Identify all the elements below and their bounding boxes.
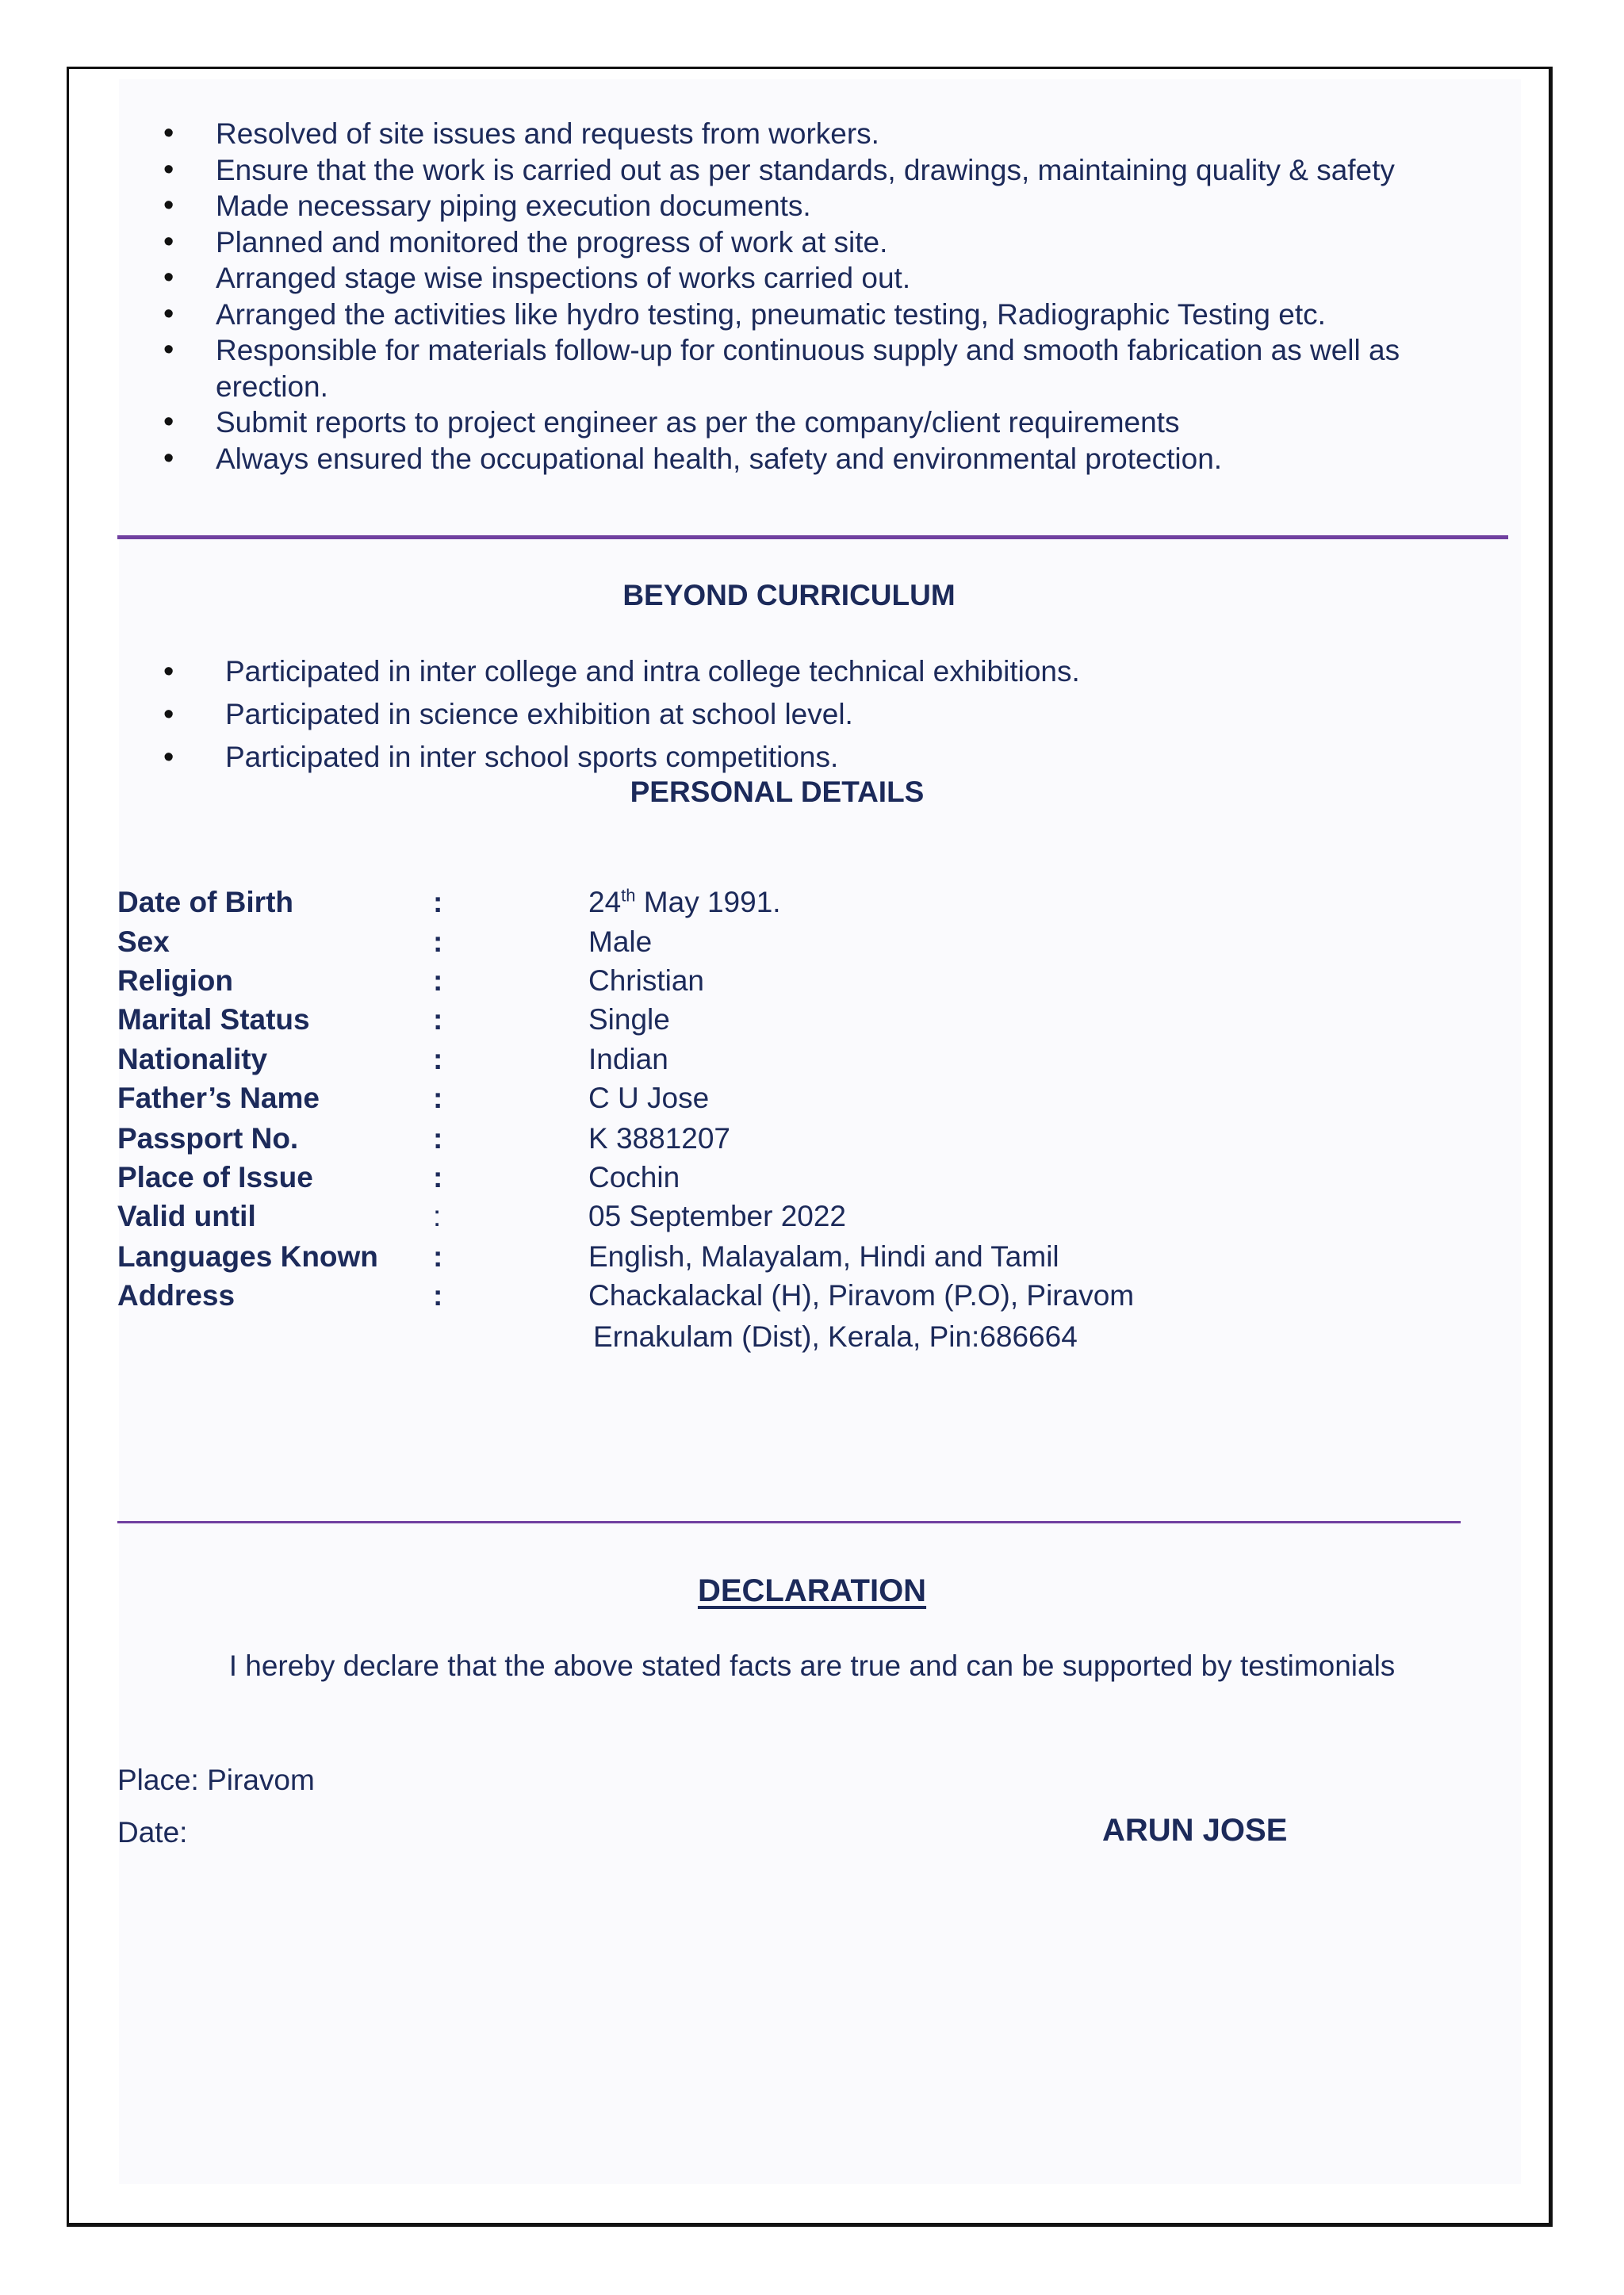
- date-line: Date:: [117, 1816, 188, 1849]
- detail-value: C U Jose: [588, 1082, 710, 1114]
- detail-row: [117, 962, 1228, 1000]
- list-item: • Ensure that the work is carried out as per standards, drawings, maintaining quality & safety: [162, 152, 1510, 189]
- detail-value: Single: [588, 1003, 670, 1036]
- detail-row-dob: [117, 883, 1228, 921]
- address-line-2: Ernakulam (Dist), Kerala, Pin:686664: [593, 1320, 1078, 1353]
- detail-separator: :: [433, 1003, 443, 1036]
- list-item: • Planned and monitored the progress of work at site.: [162, 224, 1510, 261]
- detail-label: Languages Known: [117, 1240, 378, 1273]
- personal-details-heading: PERSONAL DETAILS: [630, 776, 925, 808]
- detail-row: [117, 1079, 1228, 1117]
- detail-label: Sex: [117, 925, 170, 958]
- list-item: • Submit reports to project engineer as per the company/client requirements: [162, 404, 1510, 441]
- section-divider: [117, 1521, 1461, 1523]
- detail-label: Date of Birth: [117, 886, 293, 918]
- detail-separator: :: [433, 1082, 443, 1114]
- beyond-curriculum-heading: BEYOND CURRICULUM: [622, 579, 956, 611]
- detail-value: Christian: [588, 964, 704, 997]
- detail-label: Religion: [117, 964, 233, 997]
- list-item: • Arranged the activities like hydro testing, pneumatic testing, Radiographic Testing etc.: [162, 297, 1510, 333]
- detail-label: Marital Status: [117, 1003, 310, 1036]
- duties-list: [162, 116, 1510, 477]
- list-item: • Participated in science exhibition at school level.: [162, 693, 1272, 736]
- detail-value: 05 September 2022: [588, 1200, 847, 1232]
- detail-separator: :: [433, 1240, 443, 1273]
- detail-separator: :: [433, 1122, 443, 1155]
- detail-value: Indian: [588, 1043, 668, 1075]
- detail-label: Place of Issue: [117, 1161, 313, 1193]
- detail-value: Chackalackal (H), Piravom (P.O), Piravom: [588, 1279, 1135, 1312]
- detail-label: Valid until: [117, 1200, 256, 1232]
- list-item: • Responsible for materials follow-up for continuous supply and smooth fabrication as well as erection.: [162, 332, 1510, 404]
- detail-separator: :: [433, 1279, 443, 1312]
- detail-separator: :: [433, 925, 443, 958]
- detail-row: [117, 1001, 1228, 1039]
- detail-label: Passport No.: [117, 1122, 299, 1155]
- detail-separator: :: [433, 1200, 442, 1232]
- place-line: Place: Piravom: [117, 1764, 315, 1796]
- detail-separator: :: [433, 1043, 443, 1075]
- list-item: • Resolved of site issues and requests from workers.: [162, 116, 1510, 152]
- detail-value: Male: [588, 925, 653, 958]
- detail-value: Cochin: [588, 1161, 680, 1193]
- beyond-curriculum-list: [162, 650, 1272, 779]
- declaration-heading: DECLARATION: [697, 1573, 927, 1608]
- declaration-text: I hereby declare that the above stated facts are true and can be supported by testimonials: [228, 1649, 1396, 1682]
- detail-separator: :: [433, 886, 443, 918]
- detail-row: [117, 923, 1228, 961]
- detail-row: [117, 1238, 1228, 1276]
- detail-value: 24th May 1991.: [588, 885, 781, 918]
- signatory-name: ARUN JOSE: [1102, 1813, 1288, 1848]
- detail-row: [117, 1040, 1228, 1079]
- detail-row: [117, 1159, 1228, 1197]
- detail-separator: :: [433, 964, 443, 997]
- detail-value: English, Malayalam, Hindi and Tamil: [588, 1240, 1059, 1273]
- detail-value: K 3881207: [588, 1122, 731, 1155]
- detail-label: Nationality: [117, 1043, 268, 1075]
- list-item: • Participated in inter school sports competitions.: [162, 736, 1272, 779]
- list-item: • Participated in inter college and intra college technical exhibitions.: [162, 650, 1272, 693]
- detail-label: Father’s Name: [117, 1082, 320, 1114]
- detail-separator: :: [433, 1161, 443, 1193]
- detail-row: [117, 1277, 1228, 1315]
- detail-row: [117, 1197, 1228, 1236]
- list-item: • Arranged stage wise inspections of works carried out.: [162, 260, 1510, 297]
- list-item: • Made necessary piping execution documents.: [162, 188, 1510, 224]
- detail-row: [117, 1120, 1228, 1158]
- list-item: • Always ensured the occupational health, safety and environmental protection.: [162, 441, 1510, 477]
- section-divider: [117, 535, 1508, 539]
- detail-label: Address: [117, 1279, 236, 1312]
